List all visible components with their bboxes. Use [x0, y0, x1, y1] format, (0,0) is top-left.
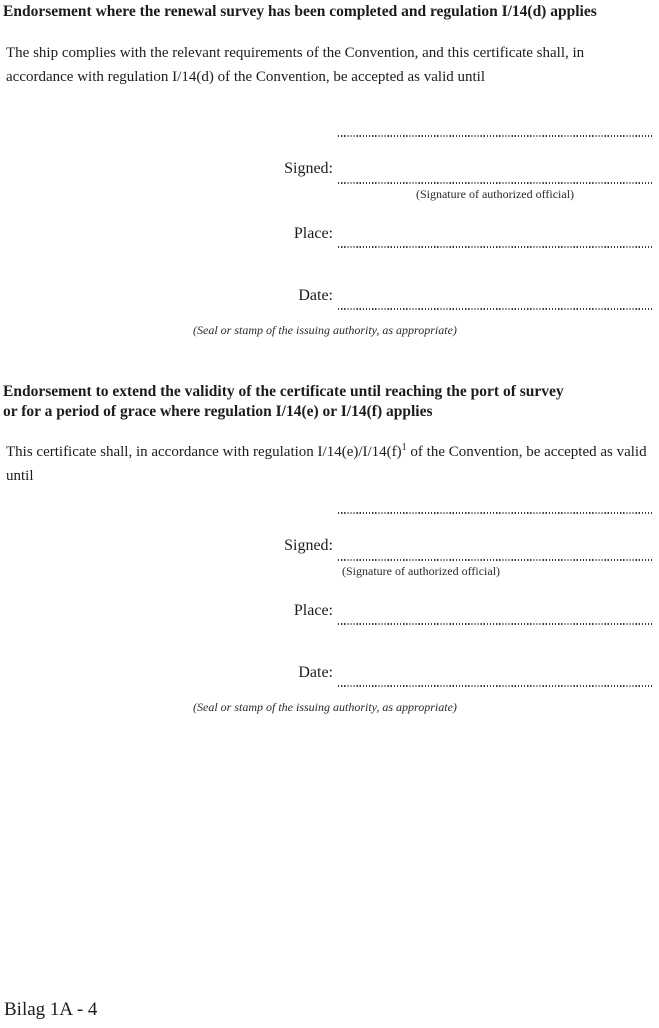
place-label: Place:	[293, 602, 333, 619]
section-2-heading-line-2: or for a period of grace where regulation I/14(e) or I/14(f) applies	[3, 403, 433, 420]
place-line	[338, 246, 652, 248]
footnote-marker: 1	[401, 442, 407, 453]
seal-caption: (Seal or stamp of the issuing authority, as appropriate)	[193, 323, 457, 337]
section-2-fields	[0, 512, 659, 717]
section-2-paragraph	[6, 440, 654, 488]
section-2-body-text: This certificate shall, in accordance with regulation I/14(e)/I/14(f)	[6, 444, 402, 460]
place-label: Place:	[293, 225, 333, 242]
section-2-body-text-cont: of the Convention, be accepted as valid until	[6, 444, 647, 484]
valid-until-line	[338, 135, 652, 137]
section-2-heading	[3, 382, 643, 422]
signature-caption: (Signature of authorized official)	[342, 564, 501, 578]
place-line	[338, 623, 652, 625]
date-line	[338, 308, 652, 310]
valid-until-line	[338, 512, 652, 514]
section-2-heading-line-1: Endorsement to extend the validity of the certificate until reaching the port of survey	[3, 383, 564, 400]
section-1-heading-line: Endorsement where the renewal survey has been completed and regulation I/14(d) applies	[3, 3, 597, 20]
signed-label: Signed:	[284, 160, 333, 177]
date-label: Date:	[298, 287, 333, 304]
section-1-fields	[0, 135, 659, 340]
signed-label: Signed:	[284, 537, 333, 554]
section-1-body-text: The ship complies with the relevant requirements of the Convention, and this certificate shall, in accordance with regulation I/14(d) of the Convention, be accepted as valid until	[6, 45, 585, 85]
signature-caption: (Signature of authorized official)	[415, 187, 575, 201]
signature-line	[338, 559, 652, 561]
seal-caption: (Seal or stamp of the issuing authority, as appropriate)	[193, 700, 457, 714]
section-1-heading	[3, 2, 643, 22]
page-footer-label: Bilag 1A - 4	[4, 999, 98, 1020]
section-1-paragraph	[6, 41, 654, 89]
date-label: Date:	[298, 664, 333, 681]
date-line	[338, 685, 652, 687]
signature-line	[338, 182, 652, 184]
